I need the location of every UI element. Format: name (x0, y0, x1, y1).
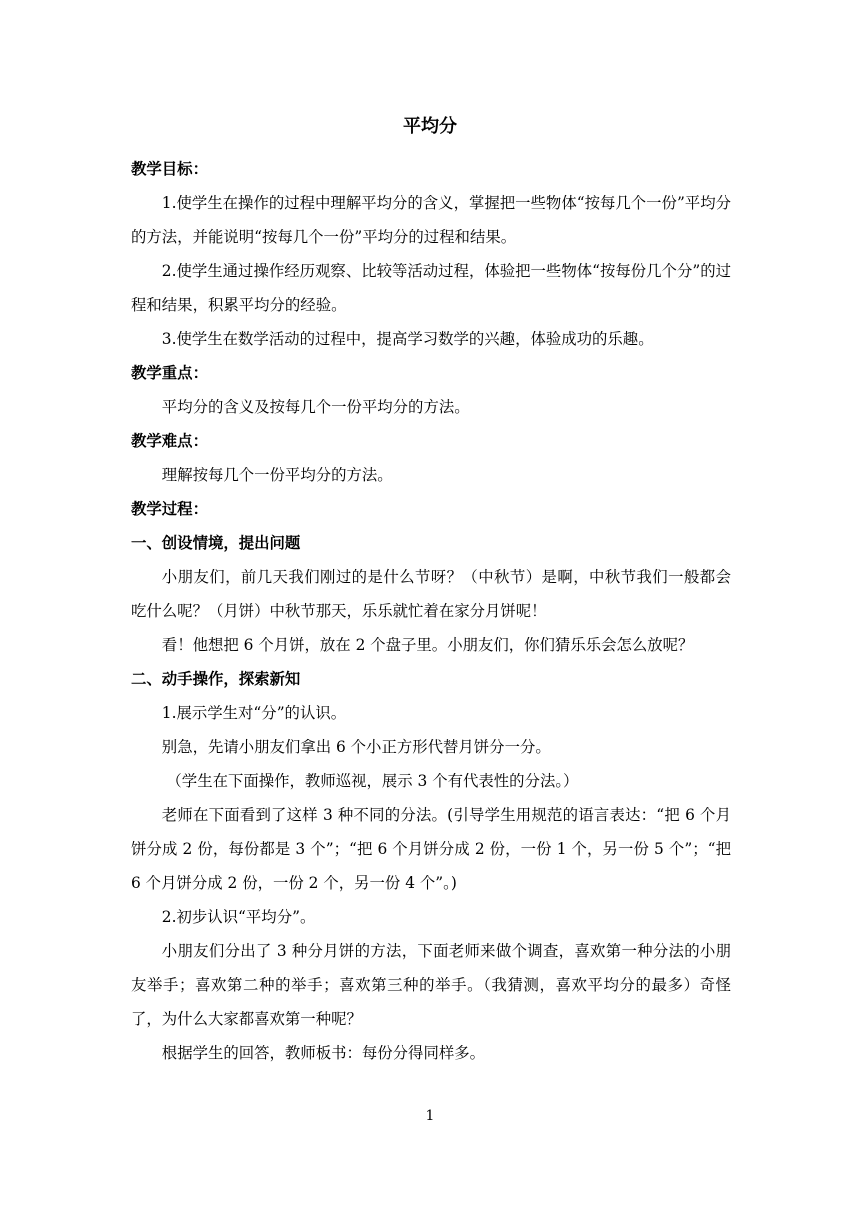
difficulty-text: 理解按每几个一份平均分的方法。 (161, 466, 393, 484)
page-number: 1 (425, 1108, 435, 1124)
part-2-paragraph-4: 老师在下面看到了这样 3 种不同的分法。(引导学生用规范的语言表达：“把 6 个月饼分成 2 份，每份都是 3 个”；“把 6 个月饼分成 2 份，一份 1 个，另一份 5 个”；“把 6 个月饼分成 2 份，一份 2 个，另一份 4 个”。) (131, 806, 731, 892)
part-1-paragraph-1: 小朋友们，前几天我们刚过的是什么节呀？（中秋节）是啊，中秋节我们一般都会吃什么呢？（月饼）中秋节那天，乐乐就忙着在家分月饼呢！ (131, 568, 731, 620)
part-2-heading: 二、动手操作，探索新知 (131, 670, 301, 688)
part-2-paragraph-6: 小朋友们分出了 3 种分月饼的方法，下面老师来做个调查，喜欢第一种分法的小朋友举手；喜欢第二种的举手；喜欢第三种的举手。（我猜测，喜欢平均分的最多）奇怪了，为什么大家都喜欢第一种呢？ (131, 942, 731, 1028)
difficulty-heading: 教学难点： (131, 432, 208, 450)
part-1-heading: 一、创设情境，提出问题 (131, 534, 301, 552)
part-2-paragraph-1: 1.展示学生对“分”的认识。 (161, 704, 347, 722)
document-title: 平均分 (403, 116, 457, 137)
part-2-paragraph-5: 2.初步认识“平均分”。 (161, 908, 316, 926)
process-heading: 教学过程： (131, 500, 208, 518)
part-2-paragraph-2: 别急，先请小朋友们拿出 6 个小正方形代替月饼分一分。 (161, 738, 551, 756)
key-points-heading: 教学重点： (131, 364, 208, 382)
key-points-text: 平均分的含义及按每几个一份平均分的方法。 (161, 398, 470, 416)
goal-1-paragraph: 1.使学生在操作的过程中理解平均分的含义，掌握把一些物体“按每几个一份”平均分的方法，并能说明“按每几个一份”平均分的过程和结果。 (131, 194, 731, 246)
goals-heading: 教学目标： (131, 160, 208, 178)
goal-2-paragraph: 2.使学生通过操作经历观察、比较等活动过程，体验把一些物体“按每份几个分”的过程和结果，积累平均分的经验。 (131, 262, 731, 314)
document-body (131, 152, 731, 1070)
part-1-paragraph-2: 看！他想把 6 个月饼，放在 2 个盘子里。小朋友们，你们猜乐乐会怎么放呢？ (161, 636, 694, 654)
goal-3-paragraph: 3.使学生在数学活动的过程中，提高学习数学的兴趣，体验成功的乐趣。 (161, 330, 654, 348)
part-2-paragraph-3: （学生在下面操作，教师巡视，展示 3 个有代表性的分法。） (166, 772, 579, 790)
part-2-paragraph-7: 根据学生的回答，教师板书：每份分得同样多。 (161, 1044, 486, 1062)
